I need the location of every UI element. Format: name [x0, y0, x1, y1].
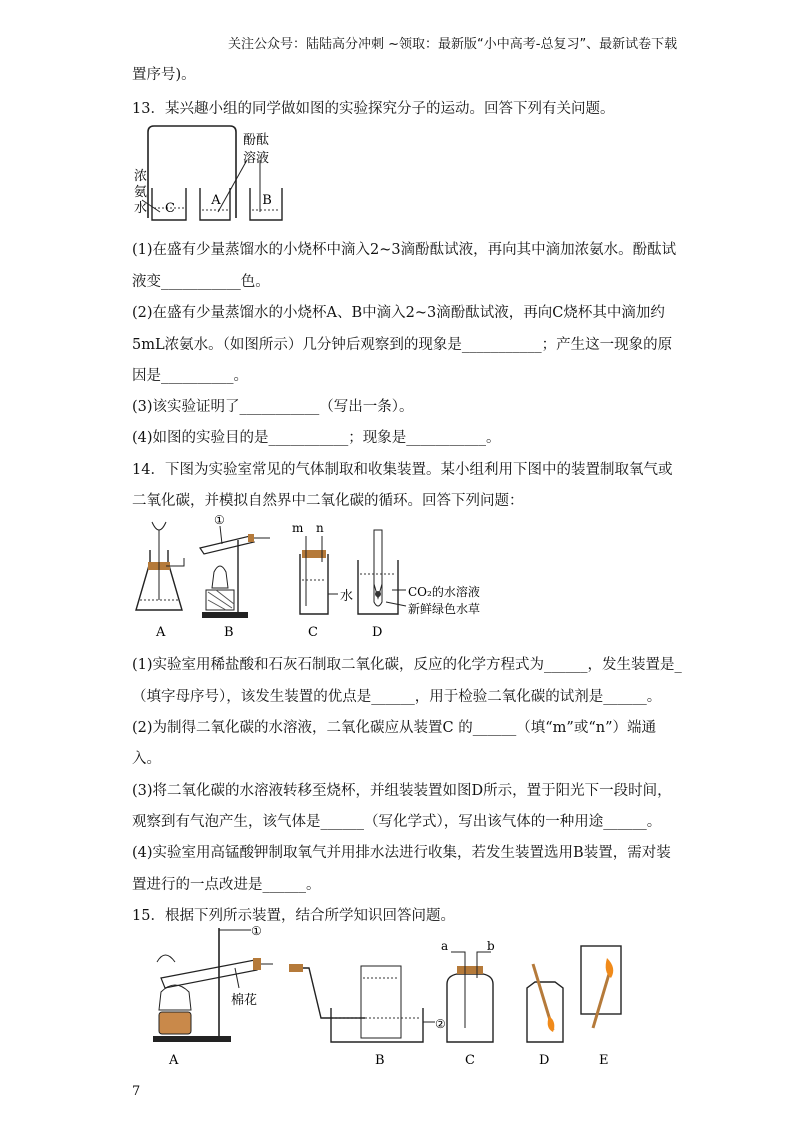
- label-solution: 溶液: [243, 151, 270, 166]
- fig14-label-b: B: [224, 625, 234, 640]
- fig14-label-c: C: [308, 625, 318, 640]
- q14-part4-a: (4)实验室用高锰酸钾制取氧气并用排水法进行收集，若发生装置选用B装置，需对装: [132, 845, 671, 861]
- q14-part1-a: (1)实验室用稀盐酸和石灰石制取二氧化碳，反应的化学方程式为______，发生装置是_: [132, 657, 682, 673]
- q15-title: 15．根据下列所示装置，结合所学知识回答问题。: [132, 908, 455, 924]
- q14-part1-b: （填字母序号），该发生装置的优点是______，用于检验二氧化碳的试剂是______。: [132, 689, 662, 705]
- q13-title: 13．某兴趣小组的同学做如图的实验探究分子的运动。回答下列有关问题。: [132, 101, 615, 117]
- beaker-a-label: A: [211, 193, 221, 208]
- q13-part4: (4)如图的实验目的是___________；现象是___________。: [132, 430, 501, 446]
- fig14-water-grass: 新鲜绿色水草: [408, 602, 481, 616]
- q14-part4-b: 置进行的一点改进是______。: [132, 877, 321, 893]
- q14-part3-b: 观察到有气泡产生，该气体是______（写化学式），写出该气体的一种用途______。: [132, 814, 662, 830]
- q14-part2-b: 入。: [132, 751, 161, 767]
- fig15-label-e: E: [599, 1053, 609, 1068]
- fig15-circle1: ①: [251, 924, 262, 938]
- q14-part3-a: (3)将二氧化碳的水溶液转移至烧杯，并组装装置如图D所示，置于阳光下一段时间，: [132, 783, 672, 799]
- text-line-1: 置序号)。: [132, 67, 196, 83]
- fig15-label-c: C: [465, 1053, 475, 1068]
- fig14-circle1: ①: [214, 513, 225, 527]
- fig15-circle2: ②: [435, 1017, 446, 1031]
- fig15-label-a: A: [169, 1053, 179, 1068]
- fig14-label-a: A: [156, 625, 166, 640]
- q13-part1-a: (1)在盛有少量蒸馏水的小烧杯中滴入2~3滴酚酞试液，再向其中滴加浓氨水。酚酞试: [132, 242, 677, 258]
- q14-title-b: 二氧化碳，并模拟自然界中二氧化碳的循环。回答下列问题：: [132, 493, 524, 509]
- q13-part3: (3)该实验证明了___________（写出一条）。: [132, 399, 414, 415]
- fig14-n: n: [316, 521, 324, 535]
- fig15-a: a: [441, 939, 449, 953]
- fig15-cotton: 棉花: [231, 993, 258, 1008]
- fig15-label-b: B: [375, 1053, 385, 1068]
- q14-part2-a: (2)为制得二氧化碳的水溶液，二氧化碳应从装置C 的______（填“m”或“n”）端通: [132, 720, 656, 736]
- fig15-b: b: [487, 939, 495, 953]
- page-header: 关注公众号：陆陆高分冲刺 ~领取：最新版“小中高考-总复习”、最新试卷下载: [228, 37, 678, 52]
- fig14-co2-solution: CO₂的水溶液: [408, 585, 480, 599]
- fig13-molecular-motion: [130, 120, 310, 230]
- label-conc: 浓: [134, 169, 148, 184]
- q13-part1-b: 液变___________色。: [132, 274, 270, 290]
- fig14-gas-apparatus: [130, 510, 510, 645]
- label-phenolphthalein: 酚酞: [243, 133, 270, 148]
- q13-part2-c: 因是__________。: [132, 368, 248, 384]
- fig15-apparatus: [135, 918, 655, 1068]
- page-number: 7: [132, 1084, 141, 1099]
- q14-title-a: 14．下图为实验室常见的气体制取和收集装置。某小组利用下图中的装置制取氧气或: [132, 462, 673, 478]
- beaker-b-label: B: [262, 193, 272, 208]
- q13-part2-a: (2)在盛有少量蒸馏水的小烧杯A、B中滴入2~3滴酚酞试液，再向C烧杯其中滴加约: [132, 305, 665, 321]
- q13-part2-b: 5mL浓氨水。（如图所示）几分钟后观察到的现象是___________；产生这一现象的原: [132, 337, 673, 353]
- label-ammonia: 氨: [134, 185, 148, 200]
- beaker-c-label: C: [165, 201, 175, 216]
- fig14-m: m: [292, 521, 304, 535]
- label-water: 水: [134, 201, 148, 216]
- fig14-water: 水: [340, 589, 354, 604]
- fig14-label-d: D: [372, 625, 383, 640]
- fig15-label-d: D: [539, 1053, 550, 1068]
